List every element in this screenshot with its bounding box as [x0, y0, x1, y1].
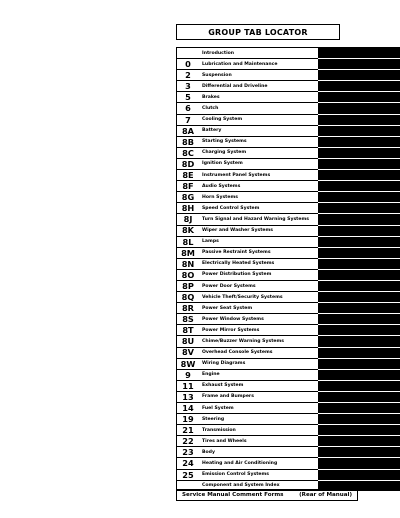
group-row[interactable] [176, 80, 400, 91]
group-label: Chime/Buzzer Warning Systems [202, 338, 285, 344]
group-code: 9 [185, 369, 191, 380]
page-title: GROUP TAB LOCATOR [176, 24, 340, 40]
group-code: 8U [181, 336, 195, 347]
group-cell [176, 202, 318, 213]
group-cell [176, 424, 318, 435]
group-label: Lubrication and Maintenance [202, 61, 278, 67]
black-tab-marker[interactable] [318, 391, 400, 402]
group-cell [176, 280, 318, 291]
group-cell [176, 269, 318, 280]
group-cell [176, 302, 318, 313]
group-row[interactable] [176, 58, 400, 69]
group-row[interactable] [176, 469, 400, 480]
group-row[interactable] [176, 47, 400, 58]
black-tab-marker[interactable] [318, 169, 400, 180]
black-tab-marker[interactable] [318, 125, 400, 136]
group-label: Overhead Console Systems [202, 350, 273, 356]
group-cell [176, 58, 318, 69]
group-cell [176, 125, 318, 136]
group-code: 8N [181, 258, 195, 269]
group-code: 8G [181, 192, 195, 203]
group-row[interactable] [176, 313, 400, 324]
black-tab-marker[interactable] [318, 413, 400, 424]
group-code: 23 [182, 447, 194, 458]
group-code: 21 [182, 425, 194, 436]
group-cell [176, 180, 318, 191]
group-code: 8E [182, 169, 194, 180]
group-row[interactable] [176, 446, 400, 457]
group-cell [176, 457, 318, 468]
black-tab-marker[interactable] [318, 358, 400, 369]
group-label: Power Mirror Systems [202, 327, 260, 333]
group-code: 3 [185, 81, 191, 92]
group-label: Frame and Bumpers [202, 394, 254, 400]
black-tab-marker[interactable] [318, 435, 400, 446]
group-row[interactable] [176, 413, 400, 424]
group-row[interactable] [176, 258, 400, 269]
black-tab-marker[interactable] [318, 158, 400, 169]
group-cell [176, 324, 318, 335]
group-row[interactable] [176, 402, 400, 413]
group-cell [176, 369, 318, 380]
black-tab-marker[interactable] [318, 136, 400, 147]
group-label: Power Window Systems [202, 316, 264, 322]
group-code: 8H [181, 203, 195, 214]
group-cell [176, 258, 318, 269]
group-row[interactable] [176, 69, 400, 80]
group-label: Turn Signal and Hazard Warning Systems [202, 216, 310, 222]
group-row[interactable] [176, 269, 400, 280]
group-label: Cooling System [202, 117, 243, 123]
black-tab-marker[interactable] [318, 69, 400, 80]
group-label: Fuel System [202, 405, 234, 411]
group-cell [176, 435, 318, 446]
group-cell [176, 114, 318, 125]
group-cell [176, 191, 318, 202]
group-code: 13 [182, 391, 194, 402]
group-row[interactable] [176, 247, 400, 258]
black-tab-marker[interactable] [318, 258, 400, 269]
group-row[interactable] [176, 457, 400, 468]
group-code: 8T [182, 325, 194, 336]
group-row[interactable] [176, 125, 400, 136]
black-tab-marker[interactable] [318, 236, 400, 247]
black-tab-marker[interactable] [318, 291, 400, 302]
black-tab-marker[interactable] [318, 180, 400, 191]
group-code: 8Q [181, 292, 195, 302]
group-row[interactable] [176, 435, 400, 446]
group-label: Body [202, 449, 215, 455]
group-code: 8W [180, 358, 196, 369]
group-code: 8F [182, 181, 194, 192]
group-cell [176, 247, 318, 258]
group-row[interactable] [176, 302, 400, 313]
group-cell [176, 147, 318, 158]
group-label: Engine [202, 372, 220, 378]
group-code: 11 [182, 380, 194, 391]
group-cell [176, 413, 318, 424]
group-code: 8S [182, 314, 194, 325]
group-code: 8B [182, 136, 194, 147]
group-cell [176, 291, 318, 302]
group-label: Charging System [202, 150, 247, 156]
black-tab-marker[interactable] [318, 313, 400, 324]
black-tab-marker[interactable] [318, 335, 400, 346]
group-cell [176, 80, 318, 91]
black-tab-marker[interactable] [318, 247, 400, 258]
group-code: 8A [181, 125, 195, 136]
group-row[interactable] [176, 102, 400, 113]
group-cell [176, 347, 318, 358]
group-label: Ignition System [202, 161, 243, 167]
group-row[interactable] [176, 225, 400, 236]
black-tab-marker[interactable] [318, 114, 400, 125]
group-row[interactable] [176, 291, 400, 302]
group-cell [176, 169, 318, 180]
black-tab-marker[interactable] [318, 324, 400, 335]
group-label: Passive Restraint Systems [202, 250, 271, 256]
group-code: 8K [181, 225, 195, 236]
black-tab-marker[interactable] [318, 80, 400, 91]
group-code: 7 [185, 114, 191, 125]
group-row[interactable] [176, 136, 400, 147]
group-row[interactable] [176, 202, 400, 213]
group-cell [176, 213, 318, 224]
group-row[interactable] [176, 191, 400, 202]
black-tab-marker[interactable] [318, 469, 400, 480]
black-tab-marker[interactable] [318, 202, 400, 213]
group-code: 8D [181, 158, 195, 169]
black-tab-marker[interactable] [318, 91, 400, 102]
black-tab-marker[interactable] [318, 147, 400, 158]
group-label: Component and System Index [202, 482, 280, 488]
group-row[interactable] [176, 213, 400, 224]
group-label: Instrument Panel Systems [202, 172, 271, 178]
group-row[interactable] [176, 335, 400, 346]
black-tab-marker[interactable] [318, 424, 400, 435]
group-cell [176, 380, 318, 391]
black-tab-marker[interactable] [318, 457, 400, 468]
black-tab-marker[interactable] [318, 102, 400, 113]
black-tab-marker[interactable] [318, 369, 400, 380]
group-cell [176, 402, 318, 413]
group-row[interactable] [176, 324, 400, 335]
group-label: Introduction [202, 50, 235, 56]
group-label: Differential and Driveline [202, 83, 268, 89]
group-cell [176, 136, 318, 147]
group-cell [176, 236, 318, 247]
group-label: Lamps [202, 239, 219, 245]
group-label: Wiper and Washer Systems [202, 228, 274, 234]
group-label: Brakes [202, 94, 220, 100]
group-cell [176, 102, 318, 113]
group-label: Electrically Heated Systems [202, 261, 275, 267]
group-row[interactable] [176, 280, 400, 291]
group-code: 8M [181, 247, 195, 258]
group-row[interactable] [176, 380, 400, 391]
group-label: Vehicle Theft/Security Systems [202, 294, 283, 300]
group-code: 19 [182, 414, 194, 425]
group-row[interactable] [176, 358, 400, 369]
group-cell [176, 91, 318, 102]
group-cell [176, 358, 318, 369]
group-code: 8P [182, 280, 194, 291]
group-cell [176, 335, 318, 346]
group-label: Heating and Air Conditioning [202, 461, 278, 467]
black-tab-marker[interactable] [318, 47, 400, 58]
black-tab-marker[interactable] [318, 191, 400, 202]
group-code: 8O [181, 269, 195, 280]
group-row[interactable] [176, 424, 400, 435]
group-row[interactable] [176, 369, 400, 380]
group-code: 22 [182, 436, 194, 447]
group-label: Horn Systems [202, 194, 239, 200]
group-row[interactable] [176, 347, 400, 358]
black-tab-marker[interactable] [318, 446, 400, 457]
comment-forms-row[interactable] [176, 489, 358, 501]
group-code: 8V [181, 347, 195, 358]
black-tab-marker[interactable] [318, 347, 400, 358]
group-cell [176, 158, 318, 169]
black-tab-marker[interactable] [318, 213, 400, 224]
group-cell [176, 469, 318, 480]
black-tab-marker[interactable] [318, 58, 400, 69]
group-cell [176, 313, 318, 324]
group-label: Audio Systems [202, 183, 241, 189]
group-label: Exhaust System [202, 383, 244, 389]
group-code: 2 [185, 70, 191, 81]
group-label: Power Door Systems [202, 283, 256, 289]
group-cell [176, 225, 318, 236]
group-row[interactable] [176, 391, 400, 402]
black-tab-marker[interactable] [318, 269, 400, 280]
group-label: Power Seat System [202, 305, 253, 311]
group-code: 24 [182, 458, 194, 469]
group-row[interactable] [176, 236, 400, 247]
group-label: Starting Systems [202, 139, 247, 145]
tab-locator-list [176, 47, 400, 491]
group-row[interactable] [176, 169, 400, 180]
group-row[interactable] [176, 147, 400, 158]
group-cell [176, 69, 318, 80]
group-code: 14 [182, 402, 194, 413]
group-row[interactable] [176, 91, 400, 102]
group-cell [176, 47, 318, 58]
group-code: 0 [185, 59, 191, 70]
group-code: 8C [182, 147, 194, 158]
black-tab-marker[interactable] [318, 280, 400, 291]
group-label: Battery [202, 128, 222, 134]
group-code: 6 [185, 103, 191, 114]
group-label: Emission Control Systems [202, 472, 270, 478]
group-code: 8L [182, 236, 194, 247]
comment-forms-label: Service Manual Comment Forms [182, 492, 284, 498]
group-cell [176, 446, 318, 457]
black-tab-marker[interactable] [318, 225, 400, 236]
group-label: Tires and Wheels [202, 438, 247, 444]
black-tab-marker[interactable] [318, 380, 400, 391]
group-label: Transmission [202, 427, 236, 433]
black-tab-marker[interactable] [318, 302, 400, 313]
group-row[interactable] [176, 158, 400, 169]
group-code: 8J [183, 214, 193, 225]
group-label: Speed Control System [202, 205, 260, 211]
group-label: Clutch [202, 106, 219, 112]
group-label: Wiring Diagrams [202, 361, 246, 367]
group-code: 5 [185, 92, 191, 103]
black-tab-marker[interactable] [318, 402, 400, 413]
group-label: Suspension [202, 72, 232, 78]
group-row[interactable] [176, 114, 400, 125]
group-code: 8R [181, 303, 194, 314]
comment-forms-location: (Rear of Manual) [299, 492, 352, 498]
group-label: Steering [202, 416, 225, 422]
group-cell [176, 391, 318, 402]
group-label: Power Distribution System [202, 272, 272, 278]
group-row[interactable] [176, 180, 400, 191]
group-code: 25 [182, 469, 194, 480]
